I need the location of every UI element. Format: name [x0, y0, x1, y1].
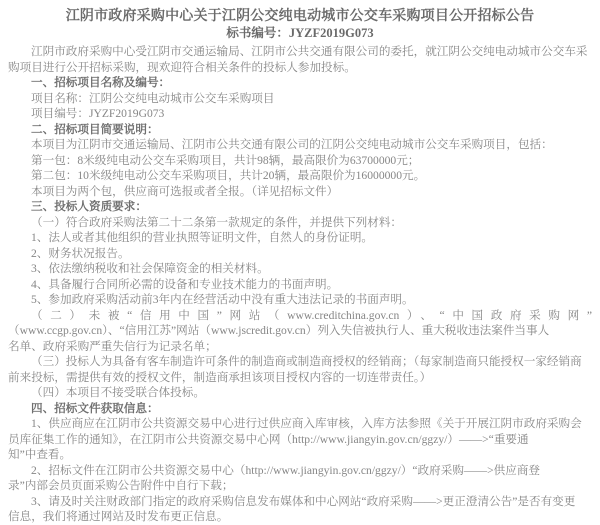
document-body: [8, 44, 592, 525]
section-heading-2: 二、招标项目简要说明：: [31, 122, 159, 136]
doc-line: 1、供应商应在江阴市公共资源交易中心进行过供应商入库审核，入库方法参照《关于开展江阴市政府采购会: [31, 417, 582, 430]
doc-line: （一）符合政府采购法第二十二条第一款规定的条件，并提供下列材料：: [31, 215, 403, 229]
doc-line: （www.ccgp.gov.cn）、“信用江苏”网站（www.jscredit.gov.cn）列入失信被执行人、重大税收违法案件当事人: [8, 324, 550, 337]
doc-line: （三）投标人为具备有客车制造许可条件的制造商或制造商授权的经销商；（每家制造商只能授权一家经销商: [31, 355, 582, 368]
project-number-line: 项目编号：JYZF2019G073: [31, 107, 165, 120]
doc-line: 2、财务状况报告。: [31, 246, 130, 260]
doc-line: 前来投标，需提供有效的授权文件，制造商承担该项目授权内容的一切连带责任。）: [8, 370, 432, 384]
doc-line: 员库征集工作的通知》，在江阴市公共资源交易中心网（http://www.jiangyin.gov.cn/ggzy/）——>“重要通: [8, 432, 529, 446]
section-heading-3: 三、投标人资质要求：: [31, 200, 147, 213]
doc-line: 1、法人或者其他组织的营业执照等证明文件，自然人的身份证明。: [31, 231, 374, 244]
package-1-line: 第一包：8米级纯电动公交车采购项目，共计98辆，最高限价为63700000元；: [31, 153, 420, 167]
doc-line: 本项目为江阴市交通运输局、江阴市公共交通有限公司的江阴公交纯电动城市公交车采购项目，包括：: [31, 138, 553, 151]
doc-line: （二）未被“信用中国”网站（www.creditchina.gov.cn）、“中国政府采购网”: [31, 308, 592, 322]
doc-line: 名单、政府采购严重失信行为记录名单；: [8, 339, 217, 353]
section-heading-1: 一、招标项目名称及编号：: [31, 76, 171, 89]
doc-line: 购项目进行公开招标采购，现欢迎符合相关条件的投标人参加投标。: [8, 60, 356, 74]
doc-line: 本项目为两个包，供应商可选报或者全报。（详见招标文件）: [31, 184, 339, 198]
doc-line: （四）本项目不接受联合体投标。: [31, 386, 205, 399]
doc-line: 江阴市政府采购中心受江阴市交通运输局、江阴市公共交通有限公司的委托，就江阴公交纯电动城市公交车采: [31, 45, 588, 58]
doc-line: 3、依法缴纳税收和社会保障资金的相关材料。: [31, 262, 269, 275]
doc-line: 信息，我们将通过网站及时发布更正信息。: [8, 510, 229, 523]
bid-document-number: 标书编号：JYZF2019G073: [226, 26, 374, 40]
project-name-line: 项目名称：江阴公交纯电动城市公交车采购项目: [31, 91, 275, 105]
package-2-line: 第二包：10米级纯电动公交车采购项目，共计20辆，最高限价为16000000元。: [31, 169, 426, 182]
doc-line: 3、请及时关注财政部门指定的政府采购信息发布媒体和中心网站“政府采购——>更正澄清公告”是否有变更: [31, 494, 576, 508]
doc-line: 5、参加政府采购活动前3年内在经营活动中没有重大违法记录的书面声明。: [31, 293, 414, 306]
document-title: 江阴市政府采购中心关于江阴公交纯电动城市公交车采购项目公开招标公告: [65, 9, 535, 24]
doc-line: 知”中查看。: [8, 448, 72, 461]
doc-line: 录”内部会员页面采购公告附件中自行下载；: [8, 479, 234, 492]
doc-line: 2、招标文件在江阴市公共资源交易中心（http://www.jiangyin.gov.cn/ggzy/）“政府采购——>供应商登: [31, 463, 541, 477]
doc-line: 4、具备履行合同所必需的设备和专业技术能力的书面声明。: [31, 277, 339, 291]
section-heading-4: 四、招标文件获取信息：: [31, 401, 159, 415]
